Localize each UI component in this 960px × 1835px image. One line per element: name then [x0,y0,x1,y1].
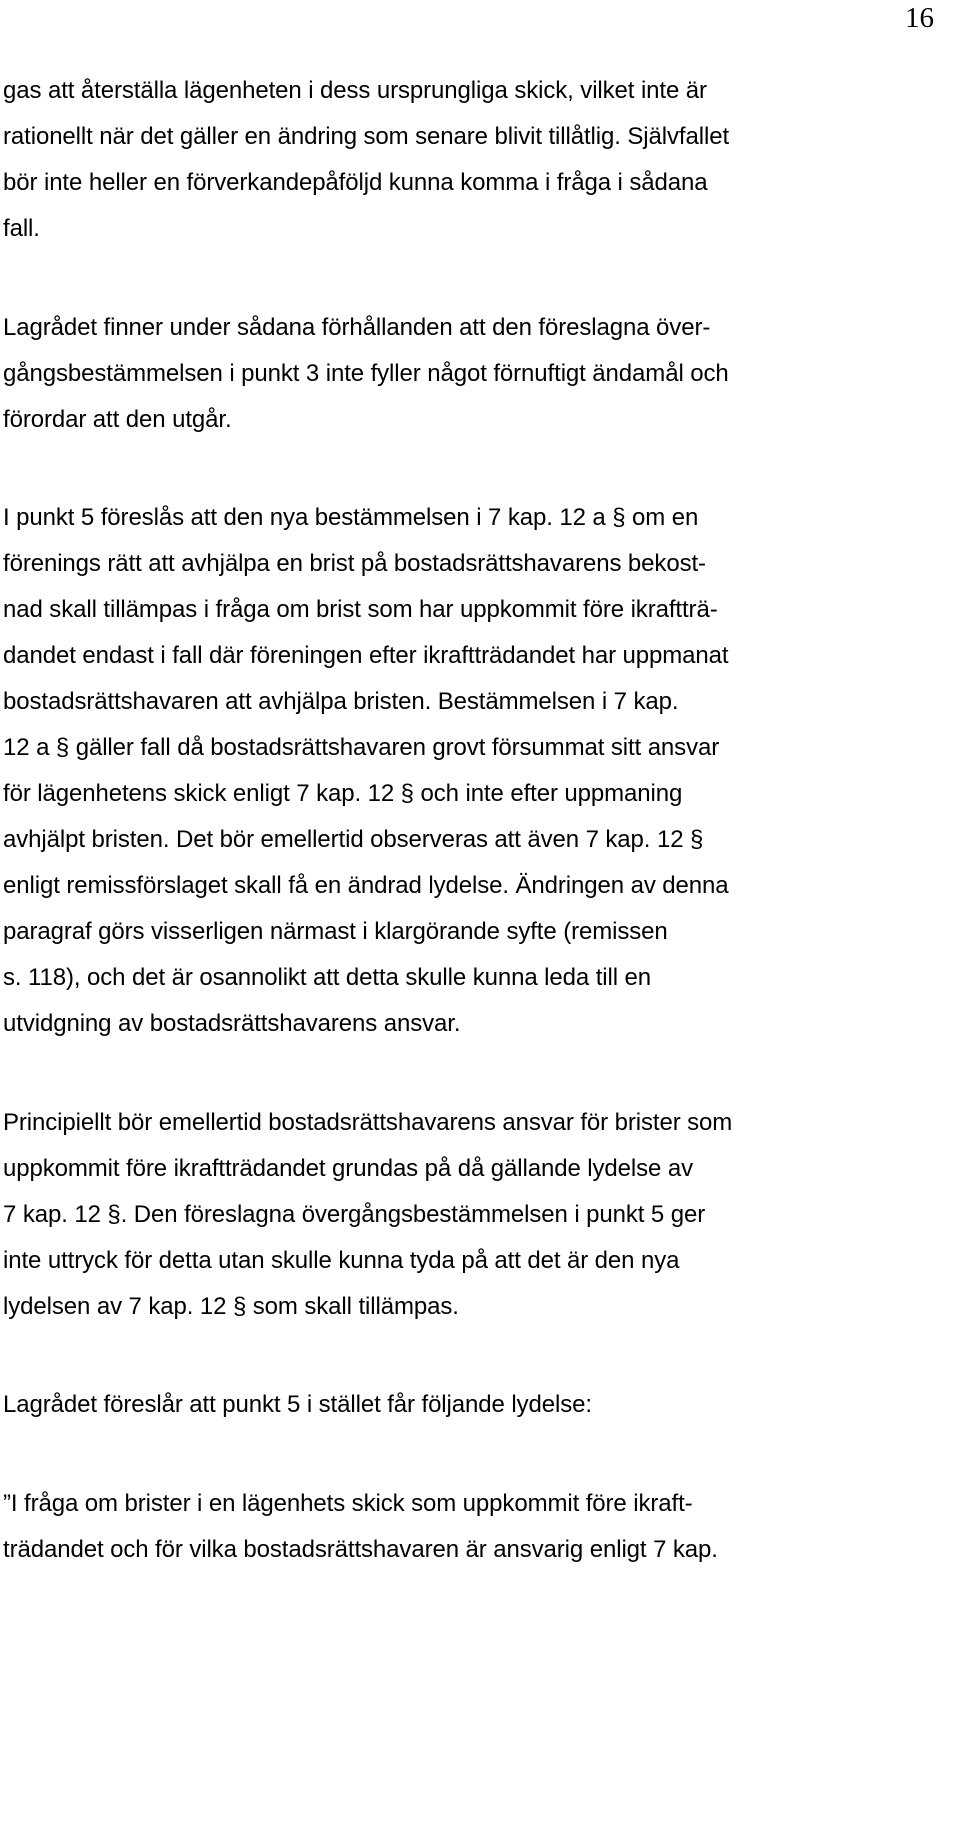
text-line: 7 kap. 12 §. Den föreslagna övergångsbestämmelsen i punkt 5 ger [3,1201,706,1228]
text-line: Lagrådet föreslår att punkt 5 i stället får följande lydelse: [3,1391,592,1418]
text-line: avhjälpt bristen. Det bör emellertid observeras att även 7 kap. 12 § [3,826,704,853]
text-line: lydelsen av 7 kap. 12 § som skall tillämpas. [3,1293,459,1320]
text-line: Lagrådet finner under sådana förhållanden att den föreslagna över- [3,314,711,341]
text-line: rationellt när det gäller en ändring som senare blivit tillåtlig. Självfallet [3,123,730,150]
text-line: trädandet och för vilka bostadsrättshavaren är ansvarig enligt 7 kap. [3,1536,718,1563]
text-line: bostadsrättshavaren att avhjälpa bristen. Bestämmelsen i 7 kap. [3,688,679,715]
text-line: fall. [3,215,40,242]
text-line: utvidgning av bostadsrättshavarens ansvar. [3,1010,461,1037]
text-line: dandet endast i fall där föreningen efter ikraftträdandet har uppmanat [3,642,729,669]
text-line: för lägenhetens skick enligt 7 kap. 12 § och inte efter uppmaning [3,780,683,807]
text-line: nad skall tillämpas i fråga om brist som har uppkommit före ikraftträ- [3,596,718,623]
text-line: inte uttryck för detta utan skulle kunna tyda på att det är den nya [3,1247,680,1274]
text-line: I punkt 5 föreslås att den nya bestämmelsen i 7 kap. 12 a § om en [3,504,699,531]
text-line: s. 118), och det är osannolikt att detta skulle kunna leda till en [3,964,652,991]
text-line: enligt remissförslaget skall få en ändrad lydelse. Ändringen av denna [3,872,729,899]
text-line: uppkommit före ikraftträdandet grundas på då gällande lydelse av [3,1155,694,1182]
text-line: förordar att den utgår. [3,406,232,433]
text-line: paragraf görs visserligen närmast i klargörande syfte (remissen [3,918,668,945]
text-line: gas att återställa lägenheten i dess ursprungliga skick, vilket inte är [3,77,707,104]
text-line: 12 a § gäller fall då bostadsrättshavaren grovt försummat sitt ansvar [3,734,720,761]
text-line: gångsbestämmelsen i punkt 3 inte fyller något förnuftigt ändamål och [3,360,729,387]
text-line: förenings rätt att avhjälpa en brist på bostadsrättshavarens bekost- [3,550,706,577]
page-number: 16 [905,2,934,34]
text-line: bör inte heller en förverkandepåföljd kunna komma i fråga i sådana [3,169,708,196]
text-line: Principiellt bör emellertid bostadsrättshavarens ansvar för brister som [3,1109,733,1136]
text-line: ”I fråga om brister i en lägenhets skick som uppkommit före ikraft- [3,1490,693,1517]
